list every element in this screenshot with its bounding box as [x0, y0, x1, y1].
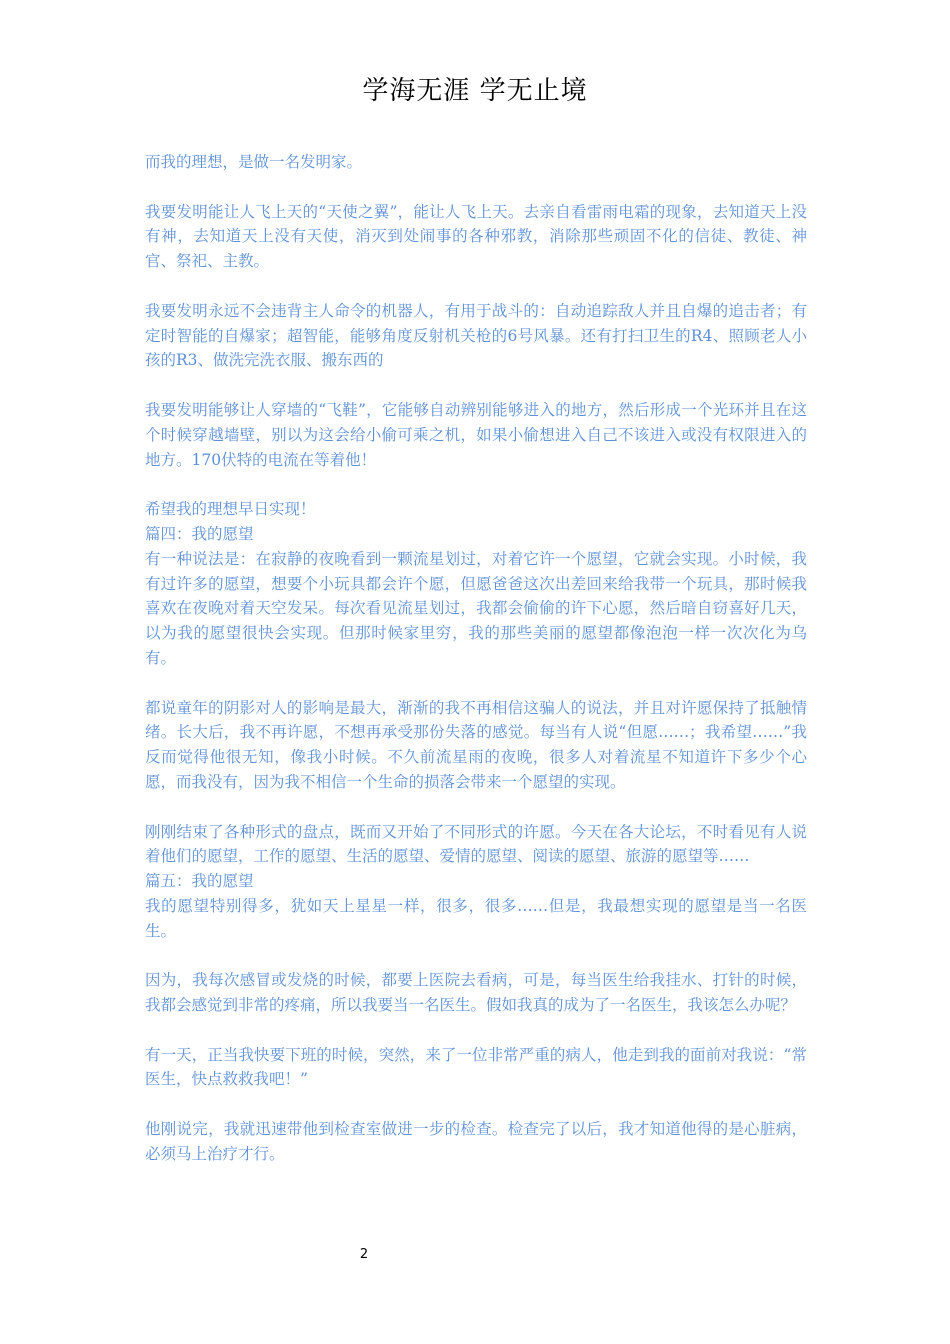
- section-heading: 篇五：我的愿望: [145, 872, 254, 891]
- document-body: [145, 150, 807, 1167]
- paragraph: 有一天，正当我快要下班的时候，突然，来了一位非常严重的病人，他走到我的面前对我说：“常医生，快点救救我吧！”: [145, 1045, 807, 1089]
- paragraph: 都说童年的阴影对人的影响是最大，渐渐的我不再相信这骗人的说法，并且对许愿保持了抵触情绪。长大后，我不再许愿，不想再承受那份失落的感觉。每当有人说“但愿……；我希望……”我反而觉得他很无知，像我小时候。不久前流星雨的夜晚，很多人对着流星不知道许下多少个心愿，而我没有，因为我不相信一个生命的损落会带来一个愿望的实现。: [145, 698, 807, 791]
- paragraph: 有一种说法是：在寂静的夜晚看到一颗流星划过，对着它许一个愿望，它就会实现。小时候，我有过许多的愿望，想要个小玩具都会许个愿，但愿爸爸这次出差回来给我带一个玩具，那时候我喜欢在夜晚对着天空发呆。每次看见流星划过，我都会偷偷的许下心愿，然后暗自窃喜好几天，以为我的愿望很快会实现。但那时候家里穷，我的那些美丽的愿望都像泡泡一样一次次化为乌有。: [145, 549, 807, 667]
- page-header-title: 学海无涯 学无止境: [362, 76, 588, 106]
- paragraph: 而我的理想，是做一名发明家。: [145, 153, 363, 171]
- paragraph-gap: [145, 944, 807, 969]
- paragraph-gap: [145, 795, 807, 820]
- paragraph: 我要发明能够让人穿墙的“飞鞋”，它能够自动辨别能够进入的地方，然后形成一个光环并且在这个时候穿越墙壁，别以为这会给小偷可乘之机，如果小偷想进入自己不该进入或没有权限进入的地方。170伏特的电流在等着他！: [145, 400, 807, 469]
- paragraph: 我的愿望特别得多，犹如天上星星一样，很多，很多……但是，我最想实现的愿望是当一名医生。: [145, 896, 807, 940]
- paragraph: 他刚说完，我就迅速带他到检查室做进一步的检查。检查完了以后，我才知道他得的是心脏病，必须马上治疗才行。: [145, 1120, 807, 1163]
- paragraph-gap: [145, 671, 807, 696]
- paragraph-gap: [145, 1018, 807, 1043]
- paragraph: 刚刚结束了各种形式的盘点，既而又开始了不同形式的许愿。今天在各大论坛，不时看见有人说着他们的愿望，工作的愿望、生活的愿望、爱情的愿望、阅读的愿望、旅游的愿望等……: [145, 822, 807, 866]
- paragraph: 希望我的理想早日实现！: [145, 500, 316, 519]
- paragraph: 因为，我每次感冒或发烧的时候，都要上医院去看病，可是，每当医生给我挂水、打针的时候，我都会感觉到非常的疼痛，所以我要当一名医生。假如我真的成为了一名医生，我该怎么办呢？: [145, 971, 807, 1015]
- paragraph-gap: [145, 1092, 807, 1117]
- paragraph-gap: [145, 274, 807, 299]
- section-heading: 篇四：我的愿望: [145, 524, 254, 543]
- paragraph: 我要发明能让人飞上天的“天使之翼”，能让人飞上天。去亲自看雷雨电霜的现象，去知道天上没有神，去知道天上没有天使，消灭到处闹事的各种邪教，消除那些顽固不化的信徒、教徒、神官、祭祀、主教。: [145, 202, 807, 271]
- paragraph-gap: [145, 373, 807, 398]
- paragraph-gap: [145, 175, 807, 200]
- page-number: 2: [359, 1247, 369, 1262]
- paragraph: 我要发明永远不会违背主人命令的机器人，有用于战斗的：自动追踪敌人并且自爆的追击者；有定时智能的自爆家；超智能，能够角度反射机关枪的6号风暴。还有打扫卫生的R4、照顾老人小孩的R3、做洗完洗衣服、搬东西的: [145, 301, 807, 370]
- paragraph-gap: [145, 472, 807, 497]
